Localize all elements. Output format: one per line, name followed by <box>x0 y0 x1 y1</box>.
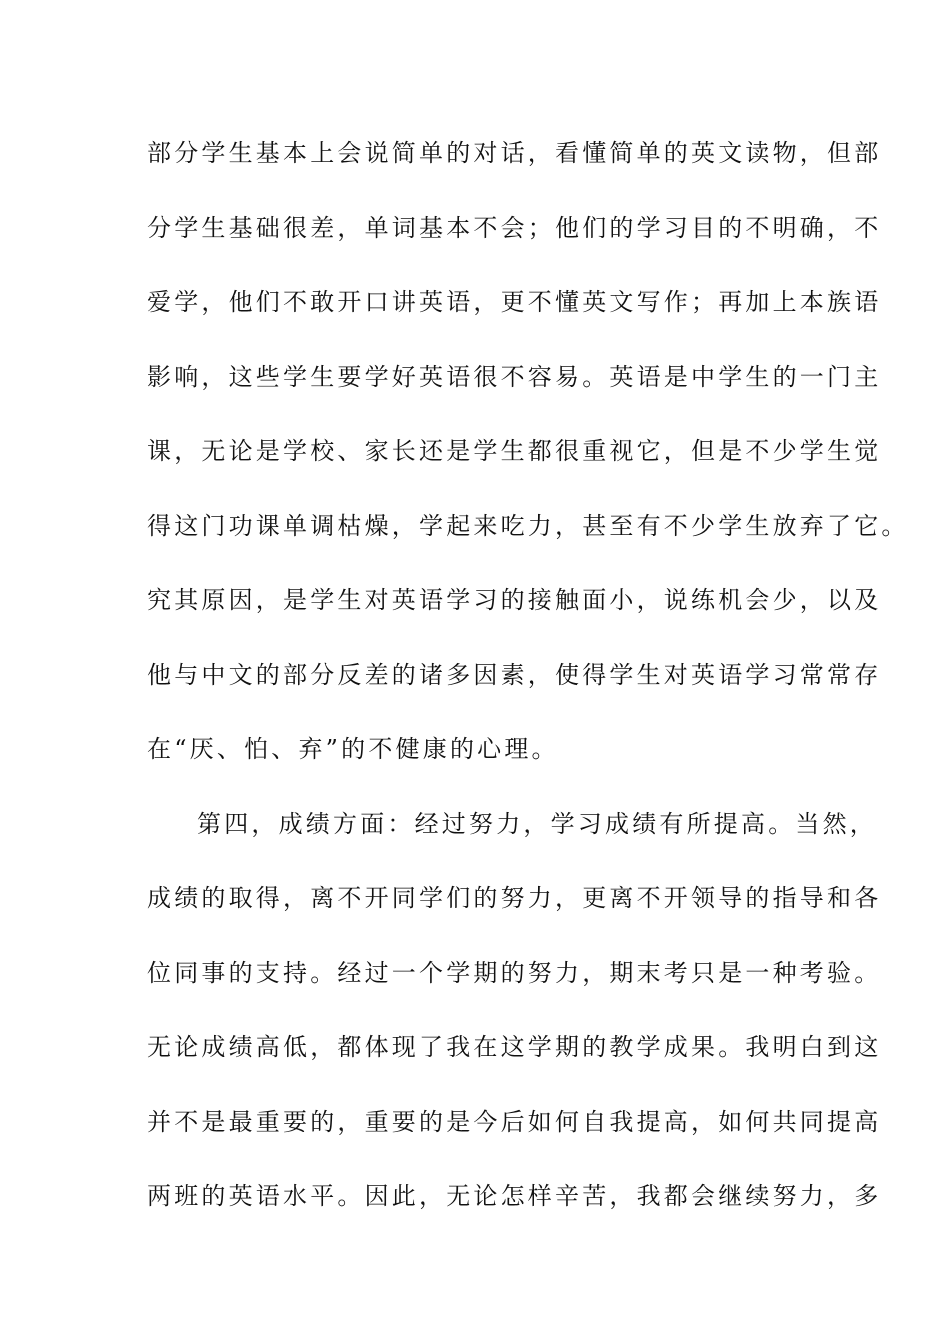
text-line: 爱学，他们不敢开口讲英语，更不懂英文写作；再加上本族语 <box>147 288 882 316</box>
text-line: 影响，这些学生要学好英语很不容易。英语是中学生的一门主 <box>147 363 882 391</box>
text-line: 并不是最重要的，重要的是今后如何自我提高，如何共同提高 <box>147 1108 882 1136</box>
text-line: 成绩的取得，离不开同学们的努力，更离不开领导的指导和各 <box>147 884 882 912</box>
text-line: 在“厌、怕、弃”的不健康的心理。 <box>147 735 559 763</box>
text-line: 分学生基础很差，单词基本不会；他们的学习目的不明确，不 <box>147 214 882 242</box>
text-line: 部分学生基本上会说简单的对话，看懂简单的英文读物，但部 <box>147 139 882 167</box>
text-line: 他与中文的部分反差的诸多因素，使得学生对英语学习常常存 <box>147 661 882 689</box>
text-line: 得这门功课单调枯燥，学起来吃力，甚至有不少学生放弃了它。 <box>147 512 909 540</box>
text-line: 课，无论是学校、家长还是学生都很重视它，但是不少学生觉 <box>147 437 882 465</box>
paragraph-first-line: 第四，成绩方面：经过努力，学习成绩有所提高。当然， <box>197 810 877 838</box>
text-line: 位同事的支持。经过一个学期的努力，期末考只是一种考验。 <box>147 959 882 987</box>
text-line: 无论成绩高低，都体现了我在这学期的教学成果。我明白到这 <box>147 1033 882 1061</box>
text-line: 两班的英语水平。因此，无论怎样辛苦，我都会继续努力，多 <box>147 1182 882 1210</box>
text-line: 究其原因，是学生对英语学习的接触面小，说练机会少，以及 <box>147 586 882 614</box>
